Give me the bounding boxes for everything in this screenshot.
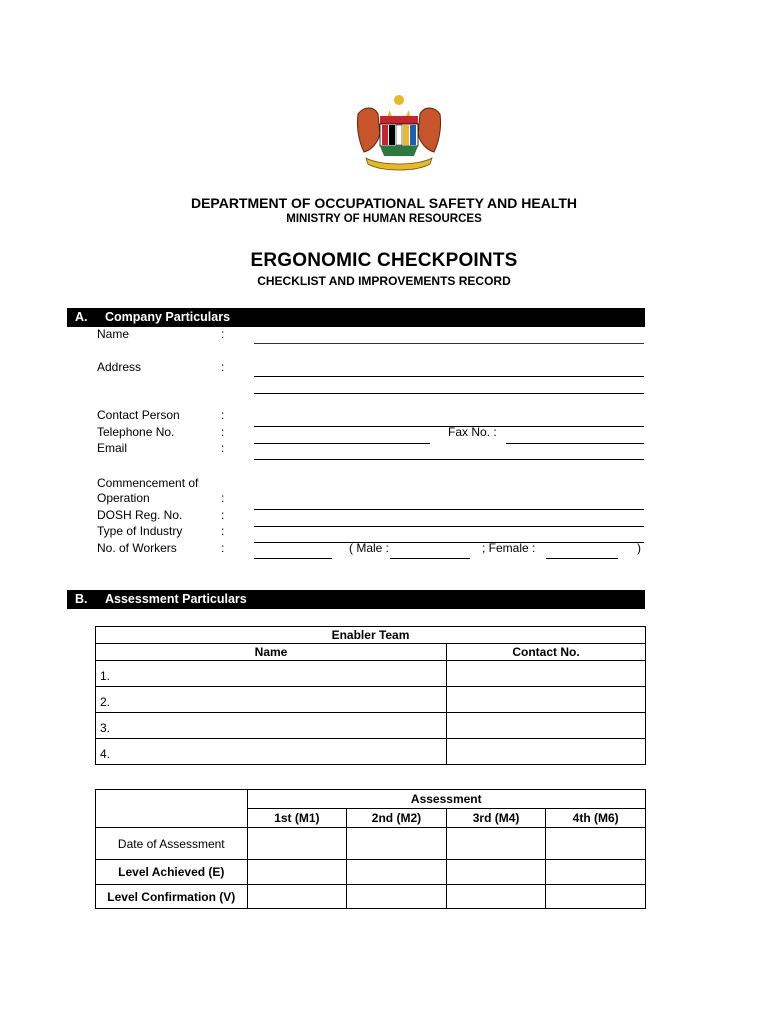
telephone-field[interactable] bbox=[254, 443, 430, 444]
section-b-header bbox=[67, 590, 645, 609]
assessment-cell[interactable] bbox=[446, 860, 546, 885]
row-number[interactable]: 1. bbox=[96, 661, 447, 687]
contact-cell[interactable] bbox=[447, 661, 646, 687]
ministry-name: MINISTRY OF HUMAN RESOURCES bbox=[286, 213, 482, 225]
address-field-line-1[interactable] bbox=[254, 376, 644, 377]
assessment-cell[interactable] bbox=[347, 885, 447, 909]
column-header-contact: Contact No. bbox=[447, 644, 646, 661]
colon: : bbox=[221, 524, 225, 538]
table-row bbox=[96, 860, 646, 885]
contact-cell[interactable] bbox=[447, 713, 646, 739]
row-number[interactable]: 4. bbox=[96, 739, 447, 765]
workers-field[interactable] bbox=[254, 558, 332, 559]
commencement-field[interactable] bbox=[254, 509, 644, 510]
assessment-cell[interactable] bbox=[546, 860, 646, 885]
label-fax: Fax No. : bbox=[448, 425, 497, 439]
label-contact-person: Contact Person bbox=[97, 408, 180, 422]
row-label-level-achieved: Level Achieved (E) bbox=[96, 860, 248, 885]
label-commencement: Commencement of bbox=[97, 476, 199, 490]
table-row bbox=[96, 661, 646, 687]
column-header-m4: 3rd (M4) bbox=[446, 809, 546, 828]
section-a-title: Company Particulars bbox=[105, 310, 231, 324]
document-subtitle: CHECKLIST AND IMPROVEMENTS RECORD bbox=[257, 274, 511, 288]
label-female: ; Female : bbox=[482, 541, 536, 555]
assessment-table bbox=[95, 789, 646, 909]
column-header-m6: 4th (M6) bbox=[546, 809, 646, 828]
assessment-cell[interactable] bbox=[347, 828, 447, 860]
section-b-letter: B. bbox=[75, 592, 88, 606]
label-industry: Type of Industry bbox=[97, 524, 183, 538]
colon: : bbox=[221, 441, 225, 455]
contact-cell[interactable] bbox=[447, 739, 646, 765]
contact-cell[interactable] bbox=[447, 687, 646, 713]
column-header-m1: 1st (M1) bbox=[247, 809, 347, 828]
colon: : bbox=[221, 360, 225, 374]
table-row bbox=[96, 687, 646, 713]
enabler-team-table bbox=[95, 626, 646, 765]
label-telephone: Telephone No. bbox=[97, 425, 175, 439]
assessment-cell[interactable] bbox=[247, 828, 347, 860]
colon: : bbox=[221, 541, 225, 555]
fax-field[interactable] bbox=[506, 443, 644, 444]
female-field[interactable] bbox=[546, 558, 618, 559]
colon: : bbox=[221, 491, 225, 505]
row-number[interactable]: 2. bbox=[96, 687, 447, 713]
assessment-cell[interactable] bbox=[546, 828, 646, 860]
dosh-reg-field[interactable] bbox=[254, 526, 644, 527]
label-email: Email bbox=[97, 441, 128, 455]
section-a-header bbox=[67, 308, 645, 327]
colon: : bbox=[221, 425, 225, 439]
table-row bbox=[96, 713, 646, 739]
label-operation: Operation bbox=[97, 491, 150, 505]
label-name: Name bbox=[97, 327, 130, 341]
section-a-letter: A. bbox=[75, 310, 88, 324]
label-dosh-reg: DOSH Reg. No. bbox=[97, 508, 183, 522]
assessment-cell[interactable] bbox=[446, 885, 546, 909]
assessment-cell[interactable] bbox=[546, 885, 646, 909]
row-number[interactable]: 3. bbox=[96, 713, 447, 739]
address-field-line-2[interactable] bbox=[254, 393, 644, 394]
column-header-m2: 2nd (M2) bbox=[347, 809, 447, 828]
email-field[interactable] bbox=[254, 459, 644, 460]
table-row bbox=[96, 885, 646, 909]
table-row bbox=[96, 739, 646, 765]
malaysia-coat-of-arms-icon bbox=[350, 94, 448, 176]
blank-corner-cell bbox=[96, 790, 248, 828]
enabler-team-heading: Enabler Team bbox=[96, 627, 646, 644]
assessment-heading: Assessment bbox=[247, 790, 645, 809]
assessment-cell[interactable] bbox=[446, 828, 546, 860]
document-title: ERGONOMIC CHECKPOINTS bbox=[250, 250, 518, 271]
label-workers: No. of Workers bbox=[97, 541, 177, 555]
close-paren: ) bbox=[637, 541, 641, 555]
label-male: ( Male : bbox=[349, 541, 390, 555]
table-row bbox=[96, 828, 646, 860]
department-name: DEPARTMENT OF OCCUPATIONAL SAFETY AND HEALTH bbox=[190, 195, 578, 211]
colon: : bbox=[221, 327, 225, 341]
column-header-name: Name bbox=[96, 644, 447, 661]
assessment-cell[interactable] bbox=[347, 860, 447, 885]
assessment-cell[interactable] bbox=[247, 860, 347, 885]
industry-field[interactable] bbox=[254, 542, 644, 543]
section-b-title: Assessment Particulars bbox=[105, 592, 247, 606]
colon: : bbox=[221, 408, 225, 422]
row-label-date: Date of Assessment bbox=[96, 828, 248, 860]
label-address: Address bbox=[97, 360, 142, 374]
name-field[interactable] bbox=[254, 343, 644, 344]
male-field[interactable] bbox=[390, 558, 470, 559]
assessment-cell[interactable] bbox=[247, 885, 347, 909]
colon: : bbox=[221, 508, 225, 522]
row-label-level-confirmation: Level Confirmation (V) bbox=[96, 885, 248, 909]
